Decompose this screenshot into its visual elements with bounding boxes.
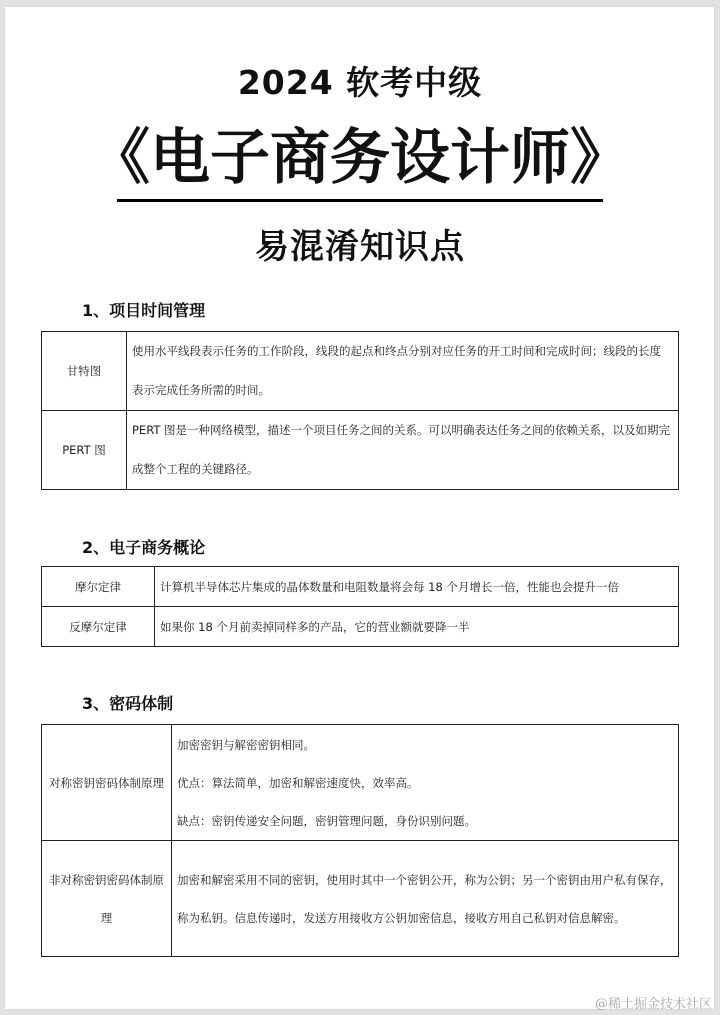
term-cell: PERT 图	[42, 411, 127, 490]
main-title: 《电子商务设计师》	[90, 123, 630, 193]
table-row	[42, 841, 679, 957]
title-underline	[117, 199, 603, 202]
term-cell: 反摩尔定律	[42, 607, 155, 647]
project-time-table	[41, 331, 679, 490]
ecommerce-table	[41, 566, 679, 647]
cryptosystem-table	[41, 724, 679, 957]
table-row	[42, 411, 679, 490]
term-cell: 摩尔定律	[42, 567, 155, 607]
section-heading-ecommerce: 2、电子商务概论	[82, 538, 206, 557]
subtitle: 易混淆知识点	[255, 227, 465, 267]
table-row	[42, 332, 679, 411]
table-row	[42, 725, 679, 841]
watermark: @稀土掘金技术社区	[594, 997, 712, 1012]
description-cell: 计算机半导体芯片集成的晶体数量和电阻数量将会每 18 个月增长一倍，性能也会提升一倍	[155, 567, 679, 607]
description-cell: 加密和解密采用不同的密钥，使用时其中一个密钥公开，称为公钥；另一个密钥由用户私有保存，称为私钥。信息传递时，发送方用接收方公钥加密信息，接收方用自己私钥对信息解密。	[172, 841, 679, 957]
description-line: 优点：算法简单，加密和解密速度快，效率高。	[177, 775, 419, 790]
term-cell: 甘特图	[42, 332, 127, 411]
table-row	[42, 607, 679, 647]
description-line: 缺点：密钥传递安全问题，密钥管理问题，身份识别问题。	[177, 813, 476, 828]
term-cell: 对称密钥密码体制原理	[42, 725, 172, 841]
term-cell: 非对称密钥密码体制原理	[42, 841, 172, 957]
description-cell: PERT 图是一种网络模型，描述一个项目任务之间的关系。可以明确表达任务之间的依赖关系，以及如期完成整个工程的关键路径。	[127, 411, 679, 490]
exam-year-label: 2024 软考中级	[237, 63, 483, 102]
section-heading-cryptosystem: 3、密码体制	[82, 694, 174, 713]
table-row	[42, 567, 679, 607]
description-line: 加密密钥与解密密钥相同。	[177, 737, 315, 752]
description-cell	[172, 725, 679, 841]
description-cell: 如果你 18 个月前卖掉同样多的产品，它的营业额就要降一半	[155, 607, 679, 647]
section-heading-project-time: 1、项目时间管理	[82, 301, 206, 320]
description-cell: 使用水平线段表示任务的工作阶段，线段的起点和终点分别对应任务的开工时间和完成时间；线段的长度表示完成任务所需的时间。	[127, 332, 679, 411]
